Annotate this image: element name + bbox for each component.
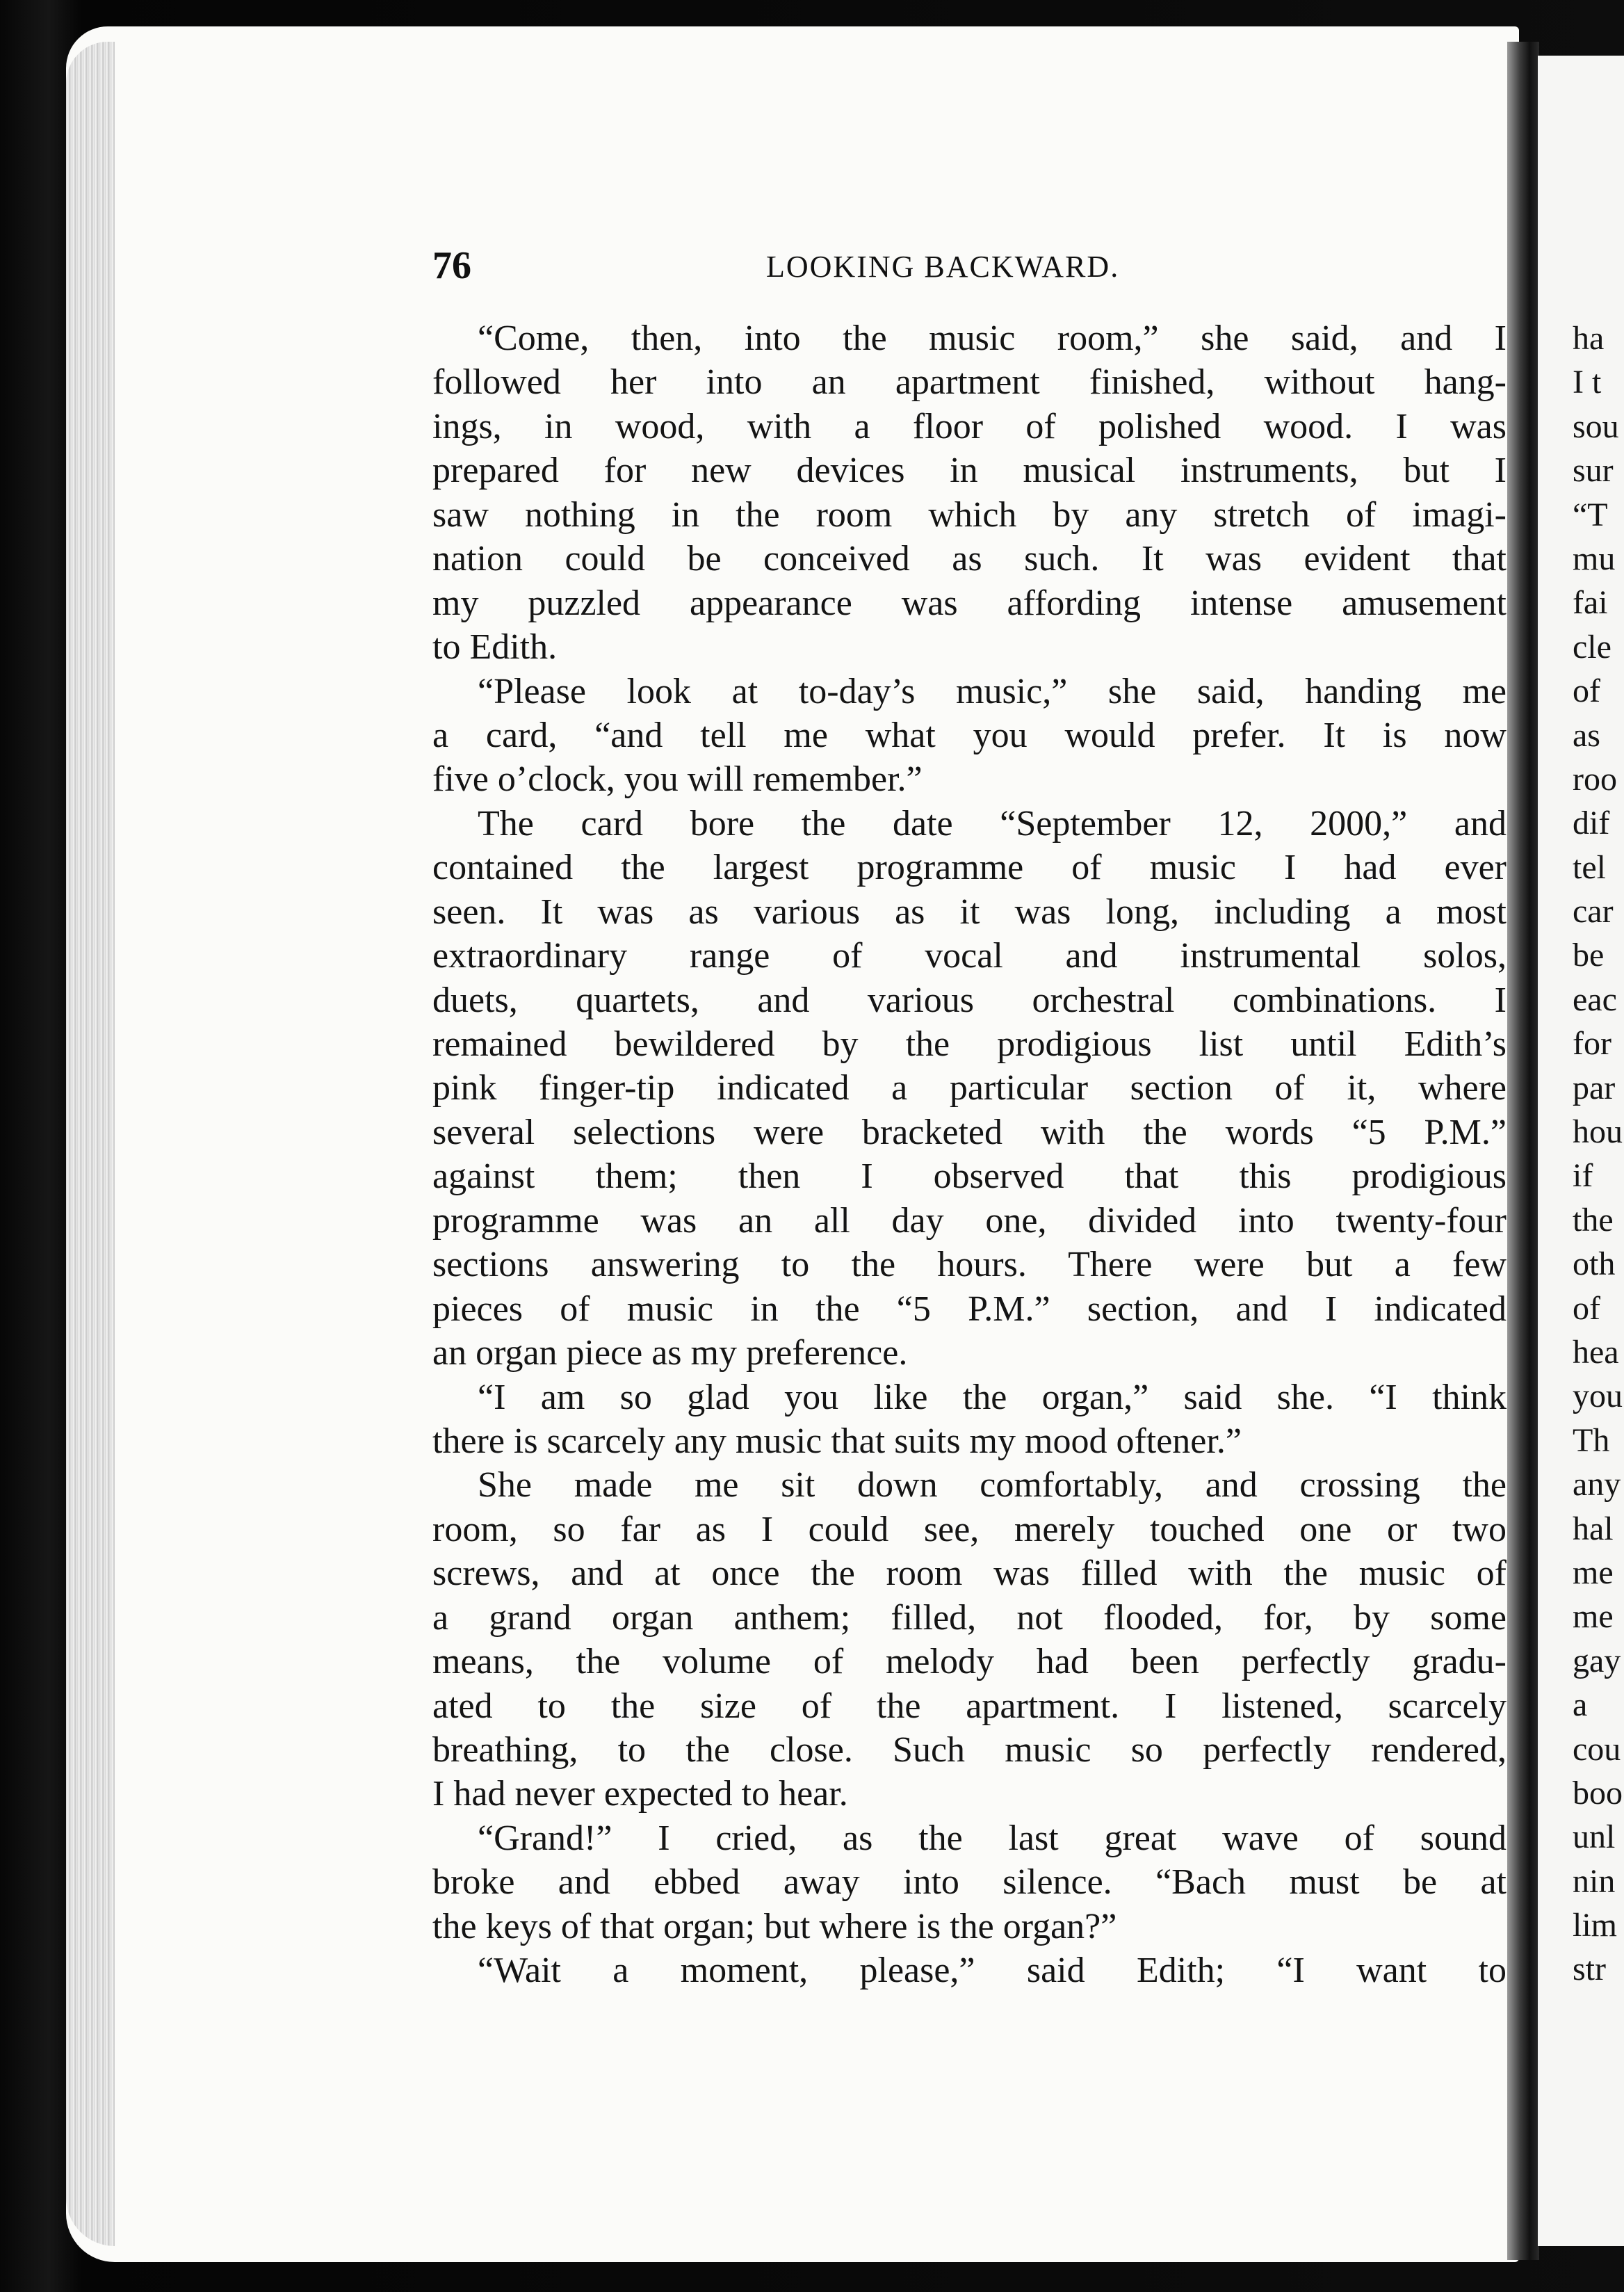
facing-page-fragment: car (1573, 893, 1614, 930)
facing-page-fragment: of (1573, 672, 1600, 710)
text-line: pieces of music in the “5 P.M.” section, and I indicated (432, 1289, 1507, 1329)
facing-page-fragment: fai (1573, 584, 1608, 622)
facing-page-fragment: hou (1573, 1113, 1623, 1151)
facing-page-fragment: any (1573, 1466, 1621, 1503)
text-line: followed her into an apartment finished, without hang- (432, 362, 1507, 403)
facing-page-fragment: oth (1573, 1245, 1616, 1283)
facing-page-fragment: you (1573, 1378, 1623, 1415)
facing-page-fragment: I t (1573, 364, 1602, 401)
facing-page-fragment: boo (1573, 1774, 1623, 1811)
facing-page-fragment: hea (1573, 1333, 1619, 1371)
text-line: to Edith. (432, 627, 558, 668)
text-line: five o’clock, you will remember.” (432, 759, 923, 800)
facing-page-fragment: nin (1573, 1862, 1616, 1900)
facing-page-fragment: “T (1573, 496, 1608, 533)
text-line: remained bewildered by the prodigious list until Edith’s (432, 1024, 1507, 1064)
body-text (432, 316, 1510, 1993)
facing-page-fragment: if (1573, 1157, 1593, 1195)
text-line: an organ piece as my preference. (432, 1333, 908, 1373)
text-line: breathing, to the close. Such music so perfectly rendered, (432, 1730, 1507, 1770)
facing-page-fragment: mu (1573, 540, 1616, 577)
text-line: room, so far as I could see, merely touched one or two (432, 1509, 1507, 1549)
facing-page-fragment: cou (1573, 1730, 1621, 1768)
text-line: several selections were bracketed with the words “5 P.M.” (432, 1112, 1507, 1152)
text-line: saw nothing in the room which by any stretch of imagi- (432, 494, 1507, 535)
facing-page-fragment: as (1573, 716, 1600, 754)
text-line: there is scarcely any music that suits my mood oftener.” (432, 1421, 1242, 1461)
text-line: She made me sit down comfortably, and crossing the (478, 1465, 1507, 1506)
text-line: “I am so glad you like the organ,” said she. “I think (478, 1377, 1507, 1417)
text-line: ated to the size of the apartment. I listened, scarcely (432, 1686, 1507, 1726)
facing-page-fragment: the (1573, 1201, 1614, 1238)
text-line: ings, in wood, with a floor of polished wood. I was (432, 406, 1507, 446)
facing-page-fragment: str (1573, 1951, 1606, 1988)
facing-page-text (1573, 316, 1624, 1992)
text-line: pink finger-tip indicated a particular section of it, where (432, 1068, 1507, 1108)
facing-page-fragment: sur (1573, 452, 1614, 490)
text-line: broke and ebbed away into silence. “Bach must be at (432, 1862, 1507, 1903)
text-line: prepared for new devices in musical instruments, but I (432, 451, 1507, 491)
book-gutter (1507, 42, 1539, 2260)
text-line: against them; then I observed that this prodigious (432, 1156, 1507, 1197)
text-line: duets, quartets, and various orchestral combinations. I (432, 980, 1507, 1020)
facing-page-fragment: hal (1573, 1510, 1614, 1547)
text-line: screws, and at once the room was filled with the music of (432, 1553, 1507, 1594)
text-line: I had never expected to hear. (432, 1774, 848, 1814)
facing-page-fragment: eac (1573, 980, 1617, 1018)
text-line: sections answering to the hours. There were but a few (432, 1245, 1507, 1285)
facing-page-fragment: par (1573, 1069, 1616, 1106)
text-line: a grand organ anthem; filled, not flooded, for, by some (432, 1597, 1507, 1638)
facing-page-fragment: sou (1573, 407, 1619, 445)
facing-page-fragment: roo (1573, 760, 1617, 798)
facing-page-fragment: dif (1573, 805, 1610, 842)
facing-page-fragment: unl (1573, 1818, 1616, 1856)
text-line: “Please look at to-day’s music,” she said, handing me (478, 671, 1507, 711)
facing-page-fragment: be (1573, 937, 1605, 974)
page-edge-stack (66, 42, 115, 2246)
text-line: my puzzled appearance was affording intense amusement (432, 583, 1507, 623)
text-line: The card bore the date “September 12, 2000,” and (478, 803, 1507, 844)
facing-page-fragment: a (1573, 1686, 1588, 1724)
page-header (432, 243, 1454, 292)
text-line: extraordinary range of vocal and instrumental solos, (432, 936, 1507, 976)
facing-page-fragment: tel (1573, 848, 1606, 886)
text-line: seen. It was as various as it was long, including a most (432, 891, 1507, 932)
facing-page-fragment: me (1573, 1553, 1614, 1591)
facing-page-fragment: Th (1573, 1421, 1610, 1459)
text-line: means, the volume of melody had been perfectly gradu- (432, 1642, 1507, 1682)
facing-page-fragment: for (1573, 1025, 1611, 1063)
text-line: “Grand!” I cried, as the last great wave of sound (478, 1818, 1507, 1858)
page-number: 76 (432, 244, 471, 287)
text-line: programme was an all day one, divided into twenty-four (432, 1200, 1507, 1241)
running-head: LOOKING BACKWARD. (766, 250, 1120, 284)
text-line: “Wait a moment, please,” said Edith; “I want to (478, 1951, 1507, 1991)
facing-page-fragment: gay (1573, 1642, 1621, 1679)
facing-page-fragment: me (1573, 1598, 1614, 1636)
facing-page-fragment: of (1573, 1289, 1600, 1327)
facing-page-fragment: ha (1573, 320, 1605, 357)
text-line: contained the largest programme of music I had ever (432, 848, 1507, 888)
facing-page-fragment: lim (1573, 1907, 1618, 1944)
text-line: “Come, then, into the music room,” she said, and I (478, 318, 1507, 358)
text-line: nation could be conceived as such. It was evident that (432, 539, 1507, 579)
facing-page-fragment: cle (1573, 628, 1611, 665)
text-line: the keys of that organ; but where is the organ?” (432, 1906, 1117, 1946)
text-line: a card, “and tell me what you would prefer. It is now (432, 715, 1507, 755)
